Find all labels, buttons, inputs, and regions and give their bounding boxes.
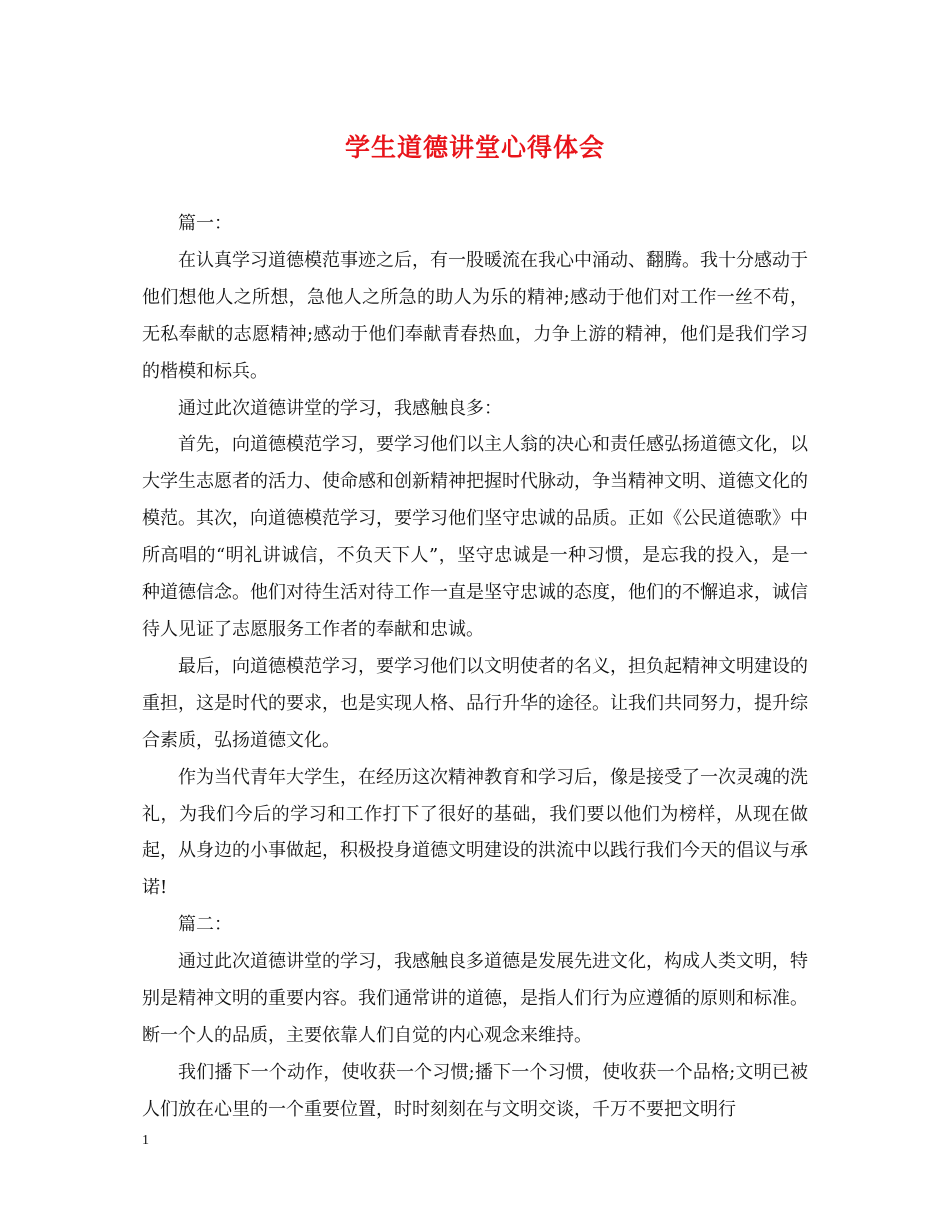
document-title: 学生道德讲堂心得体会: [344, 133, 605, 162]
document-body: [142, 206, 808, 1129]
paragraph: 通过此次道德讲堂的学习，我感触良多道德是发展先进文化，构成人类文明，特别是精神文明的重要内容。我们通常讲的道德，是指人们行为应遵循的原则和标准。断一个人的品质，主要依靠人们自觉的内心观念来维持。: [142, 951, 808, 1046]
section-heading-2: 篇二：: [178, 914, 232, 936]
page-number: 1: [142, 1133, 149, 1148]
paragraph: 在认真学习道德模范事迹之后，有一股暖流在我心中涌动、翻腾。我十分感动于他们想他人之所想，急他人之所急的助人为乐的精神;感动于他们对工作一丝不苟，无私奉献的志愿精神;感动于他们奉献青春热血，力争上游的精神，他们是我们学习的楷模和标兵。: [142, 249, 808, 382]
paragraph: 我们播下一个动作，使收获一个习惯;播下一个习惯，使收获一个品格;文明已被人们放在心里的一个重要位置，时时刻刻在与文明交谈，千万不要把文明行: [142, 1061, 808, 1120]
paragraph: 最后，向道德模范学习，要学习他们以文明使者的名义，担负起精神文明建设的重担，这是时代的要求，也是实现人格、品行升华的途径。让我们共同努力，提升综合素质，弘扬道德文化。: [142, 655, 808, 751]
paragraph: 通过此次道德讲堂的学习，我感触良多：: [178, 397, 502, 419]
section-heading-1: 篇一：: [178, 213, 232, 234]
paragraph: 作为当代青年大学生，在经历这次精神教育和学习后，像是接受了一次灵魂的洗礼，为我们今后的学习和工作打下了很好的基础，我们要以他们为榜样，从现在做起，从身边的小事做起，积极投身道德文明建设的洪流中以践行我们今天的倡议与承诺!: [142, 766, 808, 899]
paragraph: 首先，向道德模范学习，要学习他们以主人翁的决心和责任感弘扬道德文化，以大学生志愿者的活力、使命感和创新精神把握时代脉动，争当精神文明、道德文化的模范。其次，向道德模范学习，要学习他们坚守忠诚的品质。正如《公民道德歌》中所高唱的“明礼讲诚信，不负天下人”，坚守忠诚是一种习惯，是忘我的投入，是一种道德信念。他们对待生活对待工作一直是坚守忠诚的态度，他们的不懈追求，诚信待人见证了志愿服务工作者的奉献和忠诚。: [142, 434, 808, 640]
